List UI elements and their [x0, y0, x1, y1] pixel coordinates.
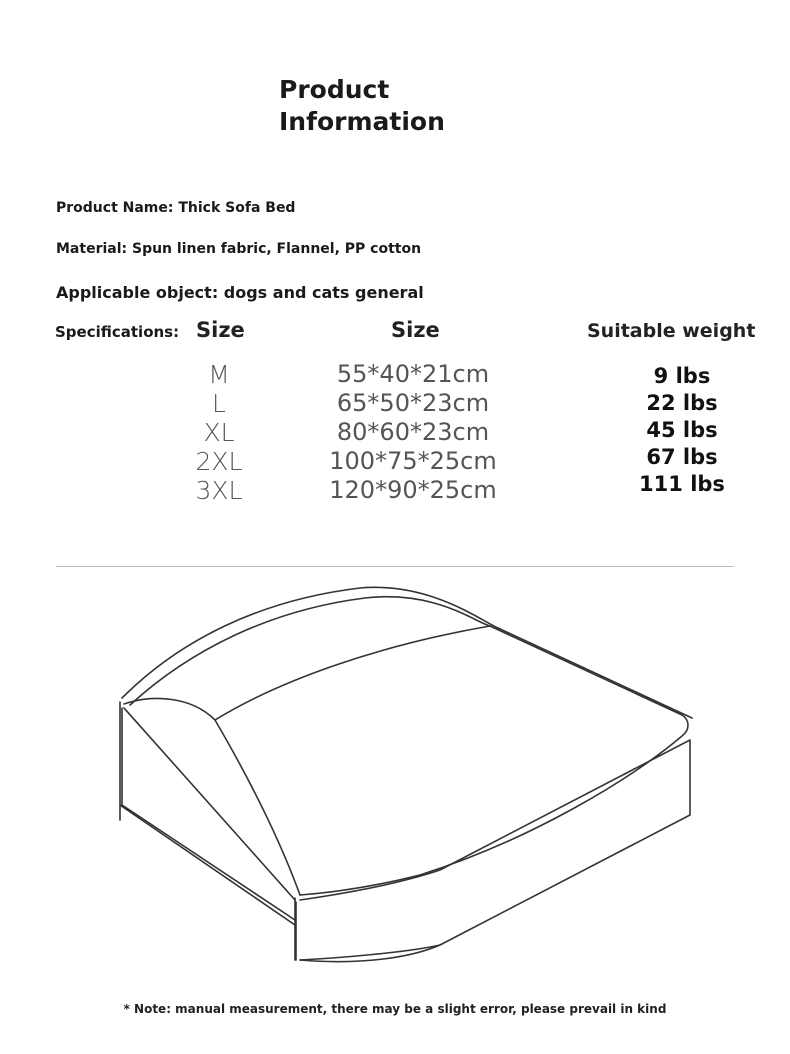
- size-cell: L: [212, 389, 226, 418]
- backrest-inner-edge: [130, 597, 490, 705]
- measurement-note: * Note: manual measurement, there may be a slight error, please prevail in kind: [123, 1002, 667, 1016]
- dimensions-header: Size: [391, 318, 440, 342]
- sofa-bed-line-drawing: [110, 580, 700, 980]
- dimensions-cell: 120*90*25cm: [329, 476, 497, 504]
- size-cell: 3XL: [195, 476, 243, 505]
- backrest-front-edge: [215, 626, 490, 720]
- base-outline: [120, 702, 295, 960]
- title-line-2: Information: [279, 107, 445, 136]
- dimensions-cell: 65*50*23cm: [336, 389, 490, 417]
- weight-header: Suitable weight: [587, 320, 756, 342]
- backrest-outer-edge: [122, 587, 498, 698]
- weight-cell: 111 lbs: [639, 472, 725, 496]
- size-cell: M: [208, 360, 230, 389]
- weight-cell: 45 lbs: [646, 418, 718, 442]
- page-title: [279, 74, 445, 138]
- size-column: [180, 360, 258, 505]
- dimensions-cell: 55*40*21cm: [336, 360, 490, 388]
- product-name: Product Name: Thick Sofa Bed: [56, 200, 296, 216]
- applicable-object: Applicable object: dogs and cats general: [56, 283, 424, 302]
- size-cell: XL: [203, 418, 235, 447]
- left-panel-edge: [124, 708, 295, 900]
- size-cell: 2XL: [195, 447, 243, 476]
- weight-cell: 67 lbs: [646, 445, 718, 469]
- dimensions-column: [318, 360, 508, 505]
- title-line-1: Product: [279, 75, 390, 104]
- section-divider: [56, 566, 734, 567]
- cushion-top-edge-inner: [498, 628, 692, 718]
- size-header: Size: [196, 318, 245, 342]
- dimensions-cell: 80*60*23cm: [336, 418, 490, 446]
- dimensions-cell: 100*75*25cm: [329, 447, 497, 475]
- weight-cell: 9 lbs: [653, 364, 711, 388]
- material: Material: Spun linen fabric, Flannel, PP cotton: [56, 241, 422, 257]
- specifications-label: Specifications:: [55, 323, 180, 341]
- cushion-seam: [300, 875, 420, 895]
- weight-column: [620, 363, 744, 498]
- weight-cell: 22 lbs: [646, 391, 718, 415]
- armrest-top: [124, 699, 215, 720]
- base-left-side: [122, 708, 295, 920]
- cushion-front-curve: [215, 720, 300, 895]
